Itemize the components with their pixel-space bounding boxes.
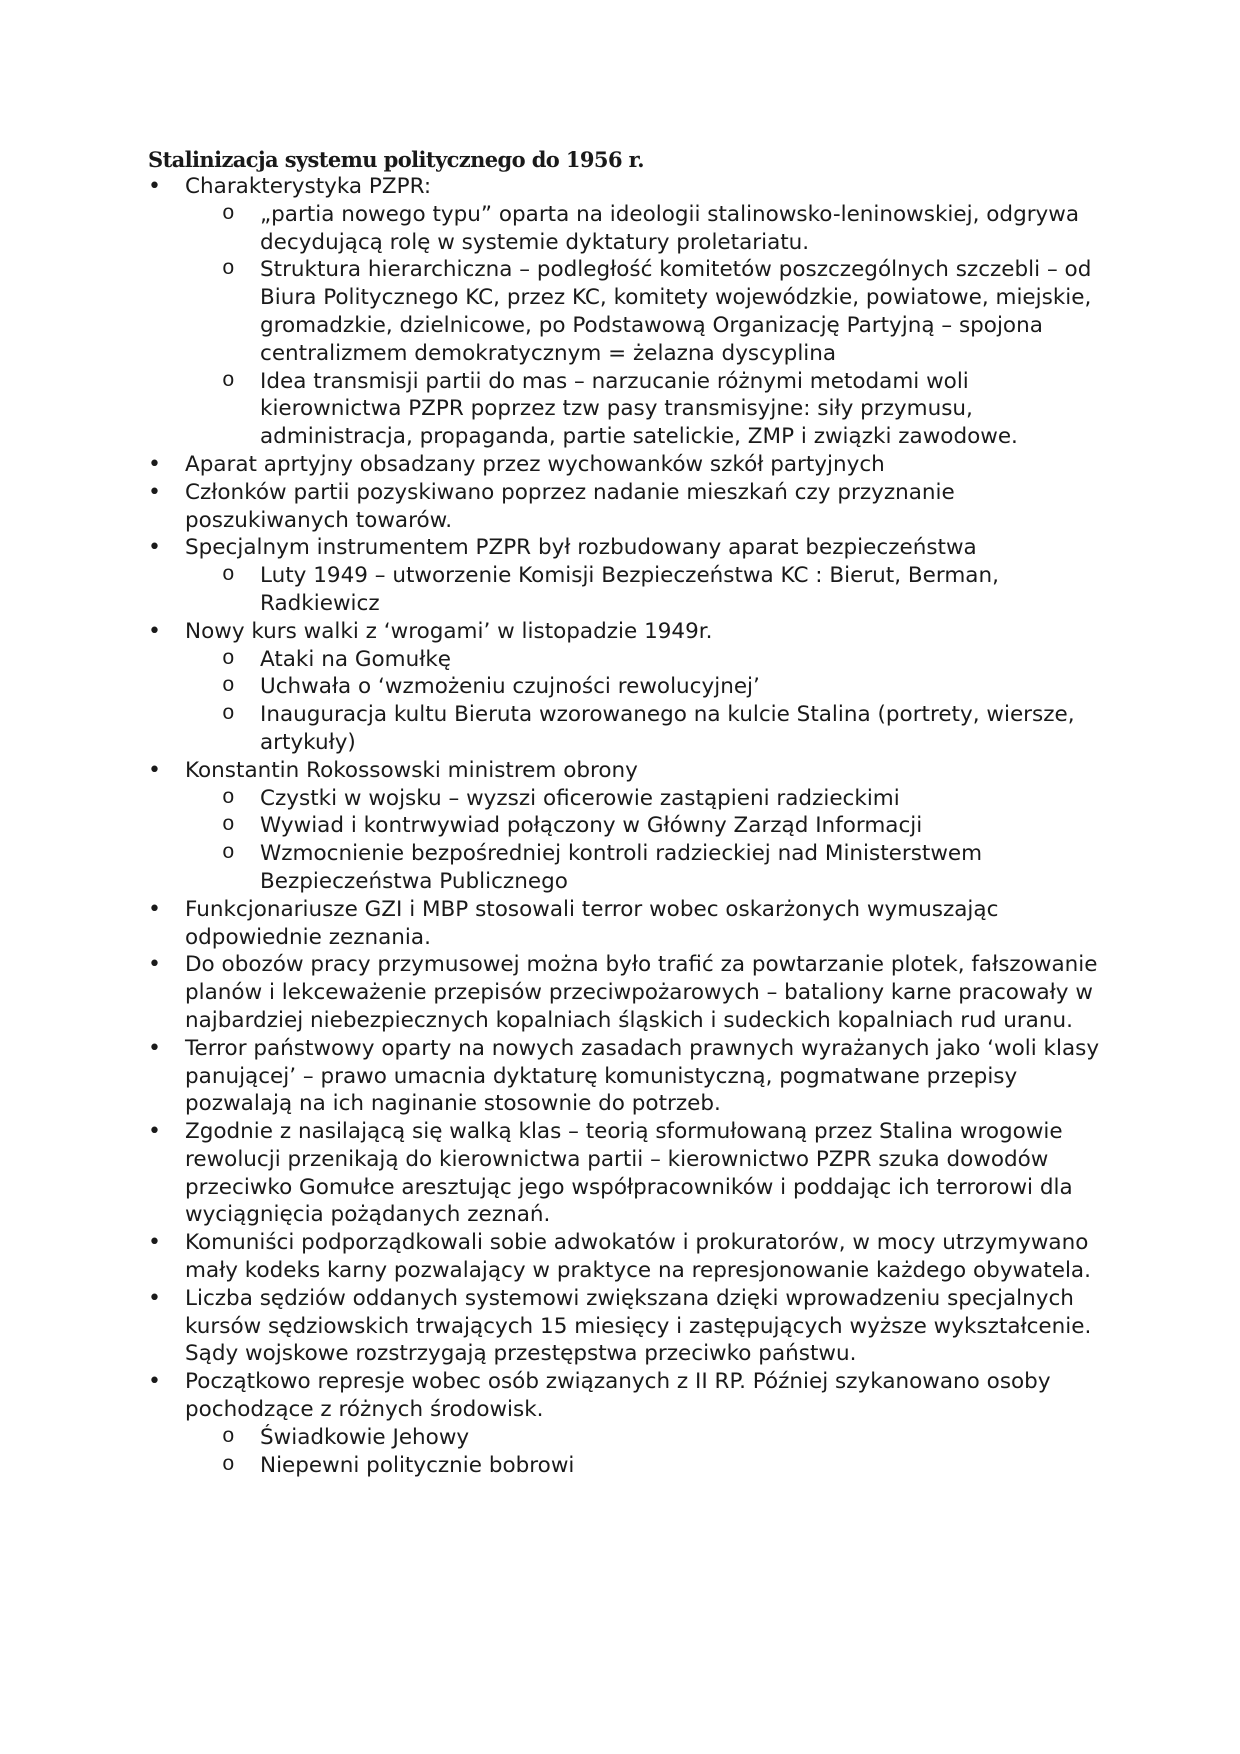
sub-list-item — [185, 646, 1108, 674]
list-item-text: Członków partii pozyskiwano poprzez nadanie mieszkań czy przyznanie poszukiwanych towarów. — [185, 479, 955, 533]
list-item — [148, 951, 1108, 1034]
sub-bullet-marker: o — [222, 1453, 235, 1477]
bullet-marker: • — [148, 1285, 161, 1311]
bullet-marker: • — [148, 1369, 161, 1395]
document-title: Stalinizacja systemu politycznego do 1956 r. — [148, 147, 644, 172]
sub-list-item-text: Struktura hierarchiczna – podległość komitetów poszczególnych szczebli – od Biura Politycznego KC, przez KC, komitety wojewódzkie, powiatowe, miejskie, gromadzkie, dzielnicowe, po Podstawową Organizację Partyjną – spojona centralizmem demokratycznym = żelazna dyscyplina — [260, 257, 1092, 366]
sub-list — [185, 785, 1108, 896]
bullet-marker: • — [148, 952, 161, 978]
bullet-list — [148, 173, 1108, 1479]
bullet-marker: • — [148, 174, 161, 199]
bullet-marker: • — [148, 479, 161, 505]
sub-list-item-text: Wzmocnienie bezpośredniej kontroli radzieckiej nad Ministerstwem Bezpieczeństwa Publicznego — [260, 841, 983, 894]
sub-list-item — [185, 785, 1108, 813]
list-item — [148, 479, 1108, 535]
list-item — [148, 1035, 1108, 1118]
list-item — [148, 618, 1108, 757]
sub-bullet-marker: o — [222, 675, 235, 699]
list-item — [148, 173, 1108, 451]
sub-bullet-marker: o — [222, 369, 235, 393]
document-page — [148, 146, 1108, 1479]
bullet-marker: • — [148, 618, 161, 644]
sub-list-item — [185, 1424, 1108, 1452]
list-item-text: Specjalnym instrumentem PZPR był rozbudowany aparat bezpieczeństwa — [185, 535, 977, 561]
list-item — [148, 1229, 1108, 1285]
sub-bullet-marker: o — [222, 647, 235, 671]
sub-list-item-text: Ataki na Gomułkę — [260, 646, 452, 672]
sub-list-item — [185, 368, 1108, 451]
list-item-text: Do obozów pracy przymusowej można było trafić za powtarzanie plotek, fałszowanie planów i lekceważenie przepisów przeciwpożarowych – bataliony karne pracowały w najbardziej niebezpiecznych kopalniach śląskich i sudeckich kopalniach rud uranu. — [185, 952, 1098, 1033]
sub-list-item-text: Uchwała o ‘wzmożeniu czujności rewolucyjnej’ — [260, 674, 760, 700]
list-item-text: Nowy kurs walki z ‘wrogami’ w listopadzie 1949r. — [185, 618, 713, 644]
list-item — [148, 534, 1108, 617]
list-item — [148, 757, 1108, 896]
sub-list-item-text: Idea transmisji partii do mas – narzucanie różnymi metodami woli kierownictwa PZPR poprzez tzw pasy transmisyjne: siły przymusu, administracja, propaganda, partie satelickie, ZMP i związki zawodowe. — [260, 368, 1018, 450]
list-item-text: Konstantin Rokossowski ministrem obrony — [185, 757, 638, 783]
list-item-text: Aparat aprtyjny obsadzany przez wychowanków szkół partyjnych — [185, 451, 885, 477]
bullet-marker: • — [148, 451, 161, 477]
bullet-marker: • — [148, 1230, 161, 1256]
sub-list-item-text: Czystki w wojsku – wyzszi oficerowie zastąpieni radzieckimi — [260, 785, 900, 811]
sub-bullet-marker: o — [222, 842, 235, 866]
list-item-text: Liczba sędziów oddanych systemowi zwiększana dzięki wprowadzeniu specjalnych kursów sędziowskich trwających 15 miesięcy i zastępujących wyższe wykształcenie. Sądy wojskowe rozstrzygają przestępstwa przeciwko państwu. — [185, 1285, 1092, 1367]
sub-bullet-marker: o — [222, 564, 235, 588]
list-item-text: Funkcjonariusze GZI i MBP stosowali terror wobec oskarżonych wymuszając odpowiednie zeznania. — [185, 896, 999, 950]
bullet-marker: • — [148, 757, 161, 783]
sub-list-item — [185, 840, 1108, 896]
sub-list-item — [185, 201, 1108, 257]
list-item — [148, 1285, 1108, 1368]
sub-list — [185, 562, 1108, 618]
bullet-marker: • — [148, 1119, 161, 1145]
bullet-marker: • — [148, 1035, 161, 1061]
sub-list-item-text: Wywiad i kontrwywiad połączony w Główny Zarząd Informacji — [260, 813, 923, 839]
sub-list-item-text: Niepewni politycznie bobrowi — [260, 1452, 575, 1478]
sub-list-item-text: Luty 1949 – utworzenie Komisji Bezpieczeństwa KC : Bierut, Berman, Radkiewicz — [260, 563, 999, 616]
list-item — [148, 451, 1108, 479]
sub-list-item — [185, 812, 1108, 840]
sub-bullet-marker: o — [222, 814, 235, 838]
sub-bullet-marker: o — [222, 703, 235, 727]
bullet-marker: • — [148, 896, 161, 922]
sub-list — [185, 1424, 1108, 1480]
list-item-text: Zgodnie z nasilającą się walką klas – teorią sformułowaną przez Stalina wrogowie rewolucji przenikają do kierownictwa partii – kierownictwo PZPR szuka dowodów przeciwko Gomułce aresztując jego współpracowników i poddając ich terrorowi dla wyciągnięcia pożądanych zeznań. — [185, 1119, 1073, 1228]
bullet-marker: • — [148, 535, 161, 561]
list-item-text: Komuniści podporządkowali sobie adwokatów i prokuratorów, w mocy utrzymywano mały kodeks karny pozwalający w praktyce na represjonowanie każdego obywatela. — [185, 1230, 1091, 1284]
sub-bullet-marker: o — [222, 258, 235, 282]
sub-list-item — [185, 256, 1108, 367]
sub-list-item — [185, 673, 1108, 701]
sub-bullet-marker: o — [222, 202, 235, 226]
list-item-text: Charakterystyka PZPR: — [185, 174, 432, 199]
sub-bullet-marker: o — [222, 786, 235, 810]
sub-list-item — [185, 562, 1108, 618]
list-item — [148, 1118, 1108, 1229]
sub-list — [185, 201, 1108, 451]
list-item-text: Początkowo represje wobec osób związanych z II RP. Później szykanowano osoby pochodzące z różnych środowisk. — [185, 1369, 1051, 1423]
sub-list — [185, 646, 1108, 757]
sub-bullet-marker: o — [222, 1425, 235, 1449]
sub-list-item-text: Świadkowie Jehowy — [260, 1424, 470, 1450]
sub-list-item — [185, 1452, 1108, 1480]
sub-list-item — [185, 701, 1108, 757]
list-item — [148, 1368, 1108, 1479]
sub-list-item-text: „partia nowego typu” oparta na ideologii stalinowsko-leninowskiej, odgrywa decydującą rolę w systemie dyktatury proletariatu. — [260, 201, 1080, 255]
list-item-text: Terror państwowy oparty na nowych zasadach prawnych wyrażanych jako ‘woli klasy panującej’ – prawo umacnia dyktaturę komunistyczną, pogmatwane przepisy pozwalają na ich naginanie stosownie do potrzeb. — [185, 1035, 1100, 1117]
list-item — [148, 896, 1108, 952]
sub-list-item-text: Inauguracja kultu Bieruta wzorowanego na kulcie Stalina (portrety, wiersze, artykuły) — [260, 702, 1075, 755]
